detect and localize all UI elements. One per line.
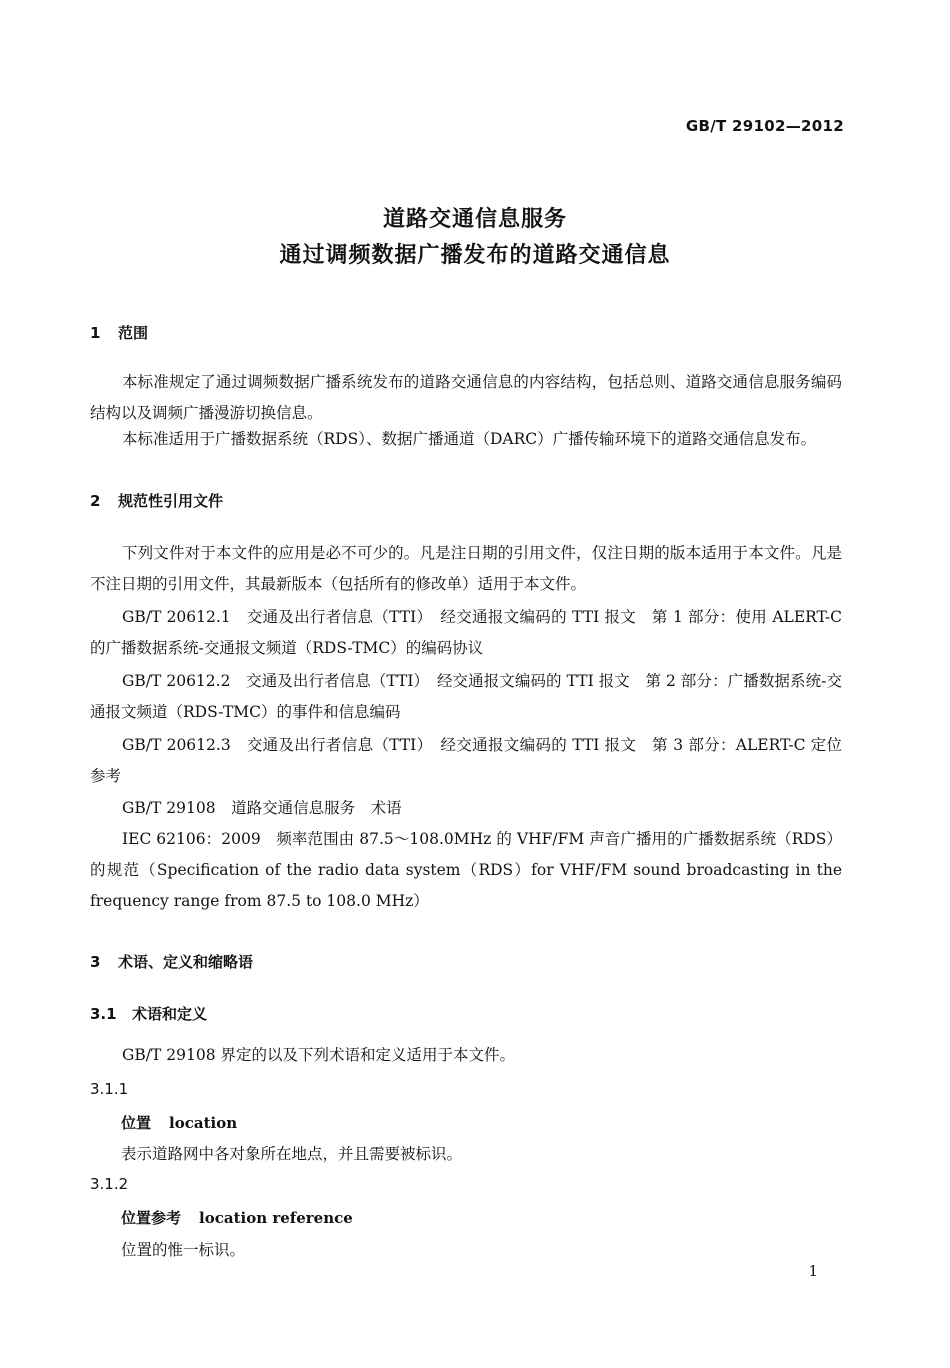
reference-iec-62106: IEC 62106：2009 频率范围由 87.5～108.0MHz 的 VHF/FM 声音广播用的广播数据系统（RDS）的规范（Specification of the radio data system（RDS）for VHF/FM sound broadcasting in the frequency range from 87.5 to 108.0 MHz） bbox=[90, 830, 842, 910]
term-3-1-1-definition: 表示道路网中各对象所在地点，并且需要被标识。 bbox=[121, 1145, 463, 1163]
reference-gbt-20612-2: GB/T 20612.2 交通及出行者信息（TTI） 经交通报文编码的 TTI 报文 第 2 部分：广播数据系统-交通报文频道（RDS-TMC）的事件和信息编码 bbox=[90, 672, 842, 721]
title-line-1: 道路交通信息服务 bbox=[382, 207, 567, 232]
section-1-paragraph-1: 本标准规定了通过调频数据广播系统发布的道路交通信息的内容结构，包括总则、道路交通信息服务编码结构以及调频广播漫游切换信息。 bbox=[90, 373, 842, 422]
section-3-1-title: 术语和定义 bbox=[132, 1005, 208, 1023]
term-3-1-2-definition: 位置的惟一标识。 bbox=[121, 1241, 246, 1259]
standard-number: GB/T 29102—2012 bbox=[685, 117, 844, 135]
term-3-1-2-chinese: 位置参考 bbox=[121, 1209, 182, 1227]
section-2-title: 规范性引用文件 bbox=[118, 492, 224, 510]
reference-gbt-20612-3: GB/T 20612.3 交通及出行者信息（TTI） 经交通报文编码的 TTI 报文 第 3 部分：ALERT-C 定位参考 bbox=[90, 736, 842, 785]
title-line-2: 通过调频数据广播发布的道路交通信息 bbox=[279, 243, 671, 268]
section-3-1-intro: GB/T 29108 界定的以及下列术语和定义适用于本文件。 bbox=[122, 1046, 515, 1064]
section-3-1-number: 3.1 bbox=[90, 1005, 117, 1023]
section-1-paragraph-2: 本标准适用于广播数据系统（RDS）、数据广播通道（DARC）广播传输环境下的道路交通信息发布。 bbox=[122, 430, 817, 448]
term-3-1-1-english: location bbox=[169, 1114, 238, 1132]
section-3-title: 术语、定义和缩略语 bbox=[118, 953, 254, 971]
section-1-number: 1 bbox=[90, 324, 101, 342]
section-1-heading bbox=[90, 322, 148, 343]
term-3-1-2-english: location reference bbox=[199, 1209, 353, 1227]
reference-gbt-20612-1: GB/T 20612.1 交通及出行者信息（TTI） 经交通报文编码的 TTI 报文 第 1 部分：使用 ALERT-C的广播数据系统-交通报文频道（RDS-TMC）的编码协议 bbox=[90, 608, 842, 657]
section-2-heading bbox=[90, 490, 223, 511]
reference-gbt-29108: GB/T 29108 道路交通信息服务 术语 bbox=[122, 799, 402, 817]
page-number: 1 bbox=[808, 1262, 818, 1280]
section-2-number: 2 bbox=[90, 492, 101, 510]
term-3-1-1-title bbox=[121, 1112, 237, 1133]
section-1-title: 范围 bbox=[118, 324, 149, 342]
section-3-1-heading bbox=[90, 1003, 207, 1024]
section-3-number: 3 bbox=[90, 953, 101, 971]
section-3-heading bbox=[90, 951, 253, 972]
term-3-1-1-number: 3.1.1 bbox=[90, 1080, 129, 1098]
term-3-1-1-chinese: 位置 bbox=[121, 1114, 152, 1132]
term-3-1-2-number: 3.1.2 bbox=[90, 1175, 129, 1193]
section-2-intro: 下列文件对于本文件的应用是必不可少的。凡是注日期的引用文件，仅注日期的版本适用于本文件。凡是不注日期的引用文件，其最新版本（包括所有的修改单）适用于本文件。 bbox=[90, 544, 842, 593]
term-3-1-2-title bbox=[121, 1207, 353, 1228]
